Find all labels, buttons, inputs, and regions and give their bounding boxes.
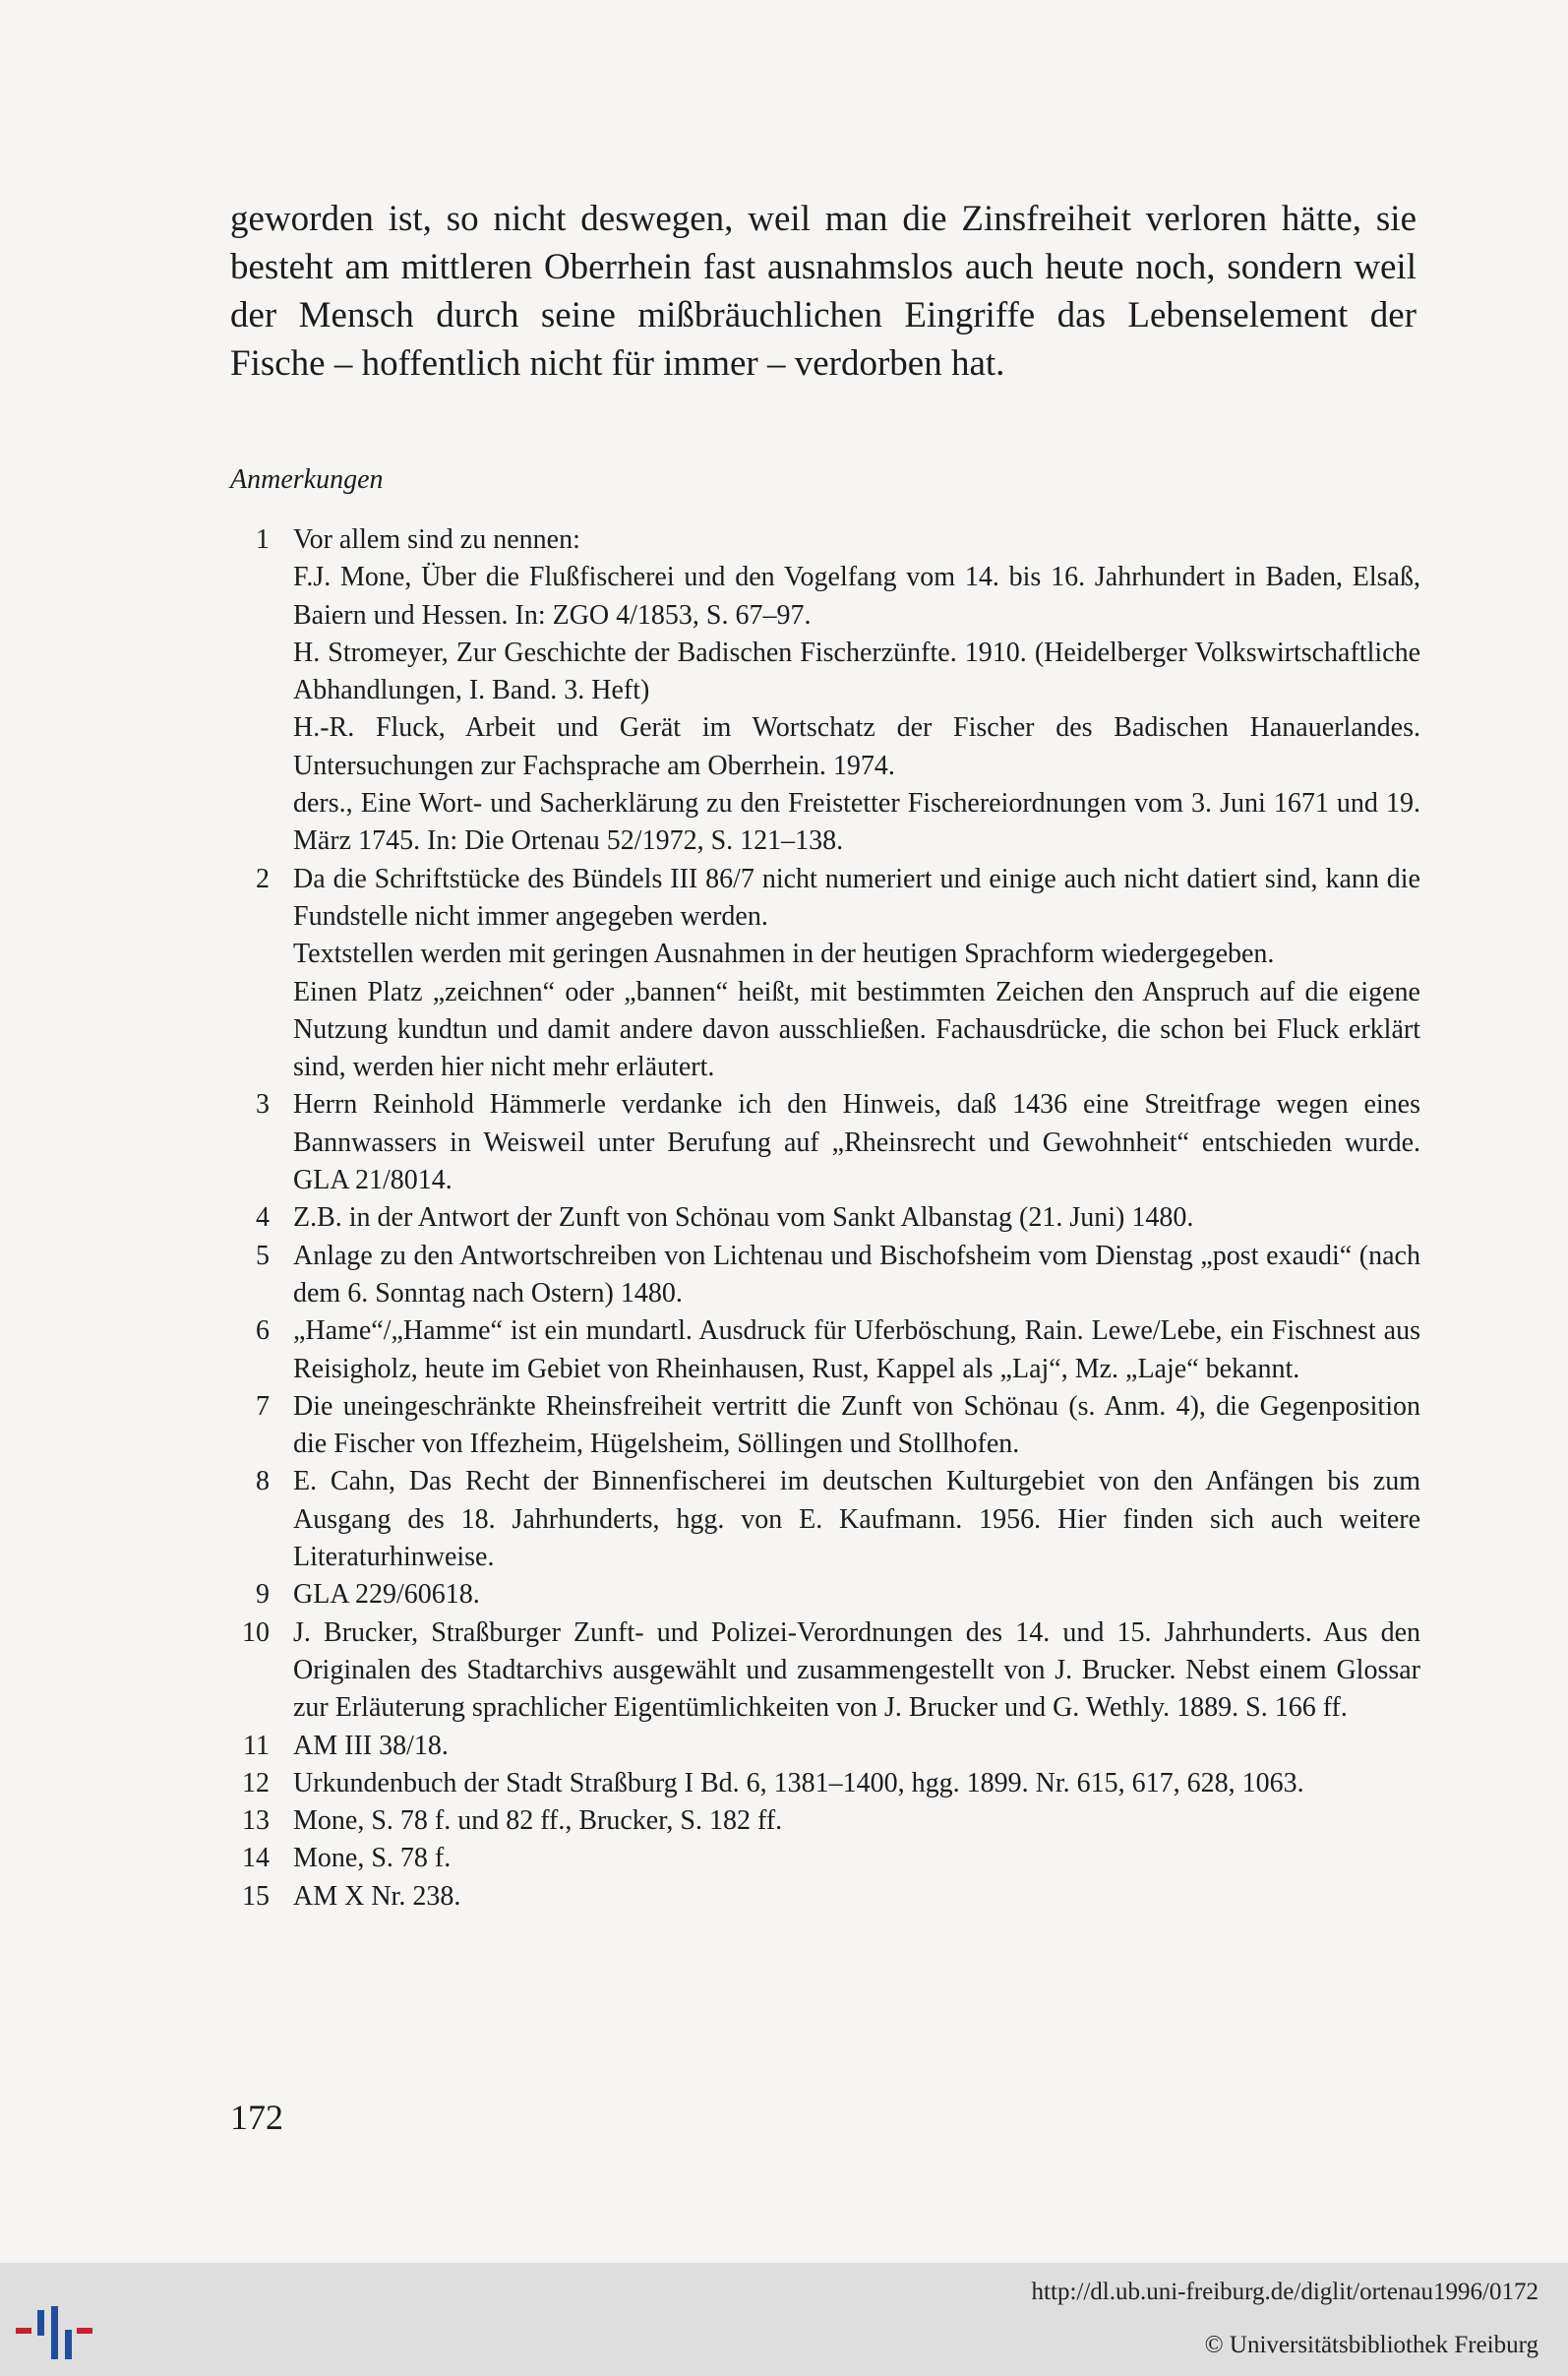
note-text: Die uneingeschränkte Rheinsfreiheit vertritt die Zunft von Schönau (s. Anm. 4), die Gegenposition die Fischer von Iffezheim, Hügelsheim, Söllingen und Stollhofen. — [293, 1390, 1420, 1460]
note-number: 1 — [256, 524, 270, 555]
page-number: 172 — [230, 2098, 283, 2137]
note-number: 10 — [242, 1616, 270, 1648]
note-text: ders., Eine Wort- und Sacherklärung zu den Freistetter Fischereiordnungen vom 3. Juni 1671 und 19. März 1745. In: Die Ortenau 52/1972, S. 121–138. — [293, 788, 1420, 857]
logo-blue-bar-1 — [37, 2310, 44, 2336]
note-item — [230, 1728, 1420, 1765]
note-text: E. Cahn, Das Recht der Binnenfischerei im deutschen Kulturgebiet von den Anfängen bis zum Ausgang des 18. Jahrhunderts, hgg. von E. Kaufmann. 1956. Hier finden sich auch weitere Literaturhinweise. — [293, 1466, 1420, 1573]
note-item — [230, 1086, 1420, 1199]
note-item — [230, 1802, 1420, 1840]
note-number: 2 — [256, 863, 270, 894]
note-text: H.-R. Fluck, Arbeit und Gerät im Wortschatz der Fischer des Badischen Hanauerlandes. Untersuchungen zur Fachsprache am Oberrhein. 1974. — [293, 712, 1420, 781]
note-text: F.J. Mone, Über die Flußfischerei und den Vogelfang vom 14. bis 16. Jahrhundert in Baden, Elsaß, Baiern und Hessen. In: ZGO 4/1853, S. 67–97. — [293, 562, 1420, 631]
note-item — [230, 1576, 1420, 1614]
note-number: 6 — [256, 1315, 270, 1347]
note-number: 3 — [256, 1089, 270, 1121]
note-text: Einen Platz „zeichnen“ oder „bannen“ heißt, mit bestimmten Zeichen den Anspruch auf die eigene Nutzung kundtun und damit andere davon ausschließen. Fachausdrücke, die schon bei Fluck erklärt sind, werden hier nicht mehr erläutert. — [293, 976, 1420, 1083]
library-logo-icon — [14, 2304, 98, 2361]
note-number: 15 — [242, 1880, 270, 1912]
note-number: 7 — [256, 1390, 270, 1422]
body-text — [230, 195, 1417, 388]
note-text: AM III 38/18. — [293, 1730, 449, 1761]
note-text: GLA 229/60618. — [293, 1579, 480, 1611]
note-text: Vor allem sind zu nennen: — [293, 524, 580, 555]
note-item — [230, 1878, 1420, 1916]
notes-list — [230, 521, 1420, 1916]
logo-red-bar-left — [16, 2328, 31, 2334]
note-number: 13 — [242, 1805, 270, 1837]
note-text: H. Stromeyer, Zur Geschichte der Badischen Fischerzünfte. 1910. (Heidelberger Volkswirtschaftliche Abhandlungen, I. Band. 3. Heft) — [293, 637, 1420, 706]
note-number: 12 — [242, 1767, 270, 1798]
note-text: Urkundenbuch der Stadt Straßburg I Bd. 6, 1381–1400, hgg. 1899. Nr. 615, 617, 628, 1063. — [293, 1767, 1304, 1798]
note-text: Mone, S. 78 f. — [293, 1843, 452, 1874]
logo-blue-bar-3 — [65, 2330, 72, 2359]
footer-url-link[interactable]: http://dl.ub.uni-freiburg.de/diglit/ortenau1996/0172 — [1031, 2279, 1538, 2305]
note-text: Textstellen werden mit geringen Ausnahmen in der heutigen Sprachform wiedergegeben. — [293, 939, 1275, 970]
note-item — [230, 1765, 1420, 1802]
note-number: 11 — [243, 1730, 270, 1761]
note-item — [230, 1840, 1420, 1877]
note-text: Mone, S. 78 f. und 82 ff., Brucker, S. 182 ff. — [293, 1805, 783, 1837]
note-number: 4 — [256, 1202, 270, 1234]
note-text: J. Brucker, Straßburger Zunft- und Polizei-Verordnungen des 14. und 15. Jahrhunderts. Aus den Originalen des Stadtarchivs ausgewählt und zusammengestellt von J. Brucker. Nebst einem Glossar zur Erläuterung sprachlicher Eigentümlichkeiten von J. Brucker und G. Wethly. 1889. S. 166 ff. — [293, 1616, 1420, 1724]
note-item — [230, 1388, 1420, 1464]
note-number: 5 — [256, 1240, 270, 1271]
note-text: AM X Nr. 238. — [293, 1880, 461, 1912]
body-paragraph: geworden ist, so nicht deswegen, weil man die Zinsfreiheit verloren hätte, sie besteht am mittleren Oberrhein fast ausnahmslos auch heute noch, sondern weil der Mensch durch seine mißbräuchlichen Eingriffe das Lebenselement der Fische – hoffentlich nicht für immer – verdorben hat. — [230, 199, 1417, 384]
note-item — [230, 1463, 1420, 1576]
note-number: 8 — [256, 1466, 270, 1497]
logo-blue-bar-2 — [51, 2306, 58, 2359]
note-text: Da die Schriftstücke des Bündels III 86/7 nicht numeriert und einige auch nicht datiert sind, kann die Fundstelle nicht immer angegeben werden. — [293, 863, 1420, 932]
note-item — [230, 521, 1420, 861]
note-item — [230, 1614, 1420, 1728]
note-text: Herrn Reinhold Hämmerle verdanke ich den Hinweis, daß 1436 eine Streitfrage wegen eines Bannwassers in Weisweil unter Berufung auf „Rheinsrecht und Gewohnheit“ entschieden wurde. GLA 21/8014. — [293, 1089, 1420, 1196]
notes-heading: Anmerkungen — [230, 464, 384, 495]
note-item — [230, 1199, 1420, 1237]
note-item — [230, 1312, 1420, 1388]
note-text: Anlage zu den Antwortschreiben von Lichtenau und Bischofsheim vom Dienstag „post exaudi“ (nach dem 6. Sonntag nach Ostern) 1480. — [293, 1240, 1420, 1309]
logo-red-bar-right — [77, 2328, 92, 2334]
note-text: „Hame“/„Hamme“ ist ein mundartl. Ausdruck für Uferböschung, Rain. Lewe/Lebe, ein Fischnest aus Reisigholz, heute im Gebiet von Rheinhausen, Rust, Kappel als „Laj“, Mz. „Laje“ bekannt. — [293, 1315, 1420, 1384]
note-number: 9 — [256, 1579, 270, 1611]
note-number: 14 — [242, 1843, 270, 1874]
note-item — [230, 861, 1420, 1087]
note-text: Z.B. in der Antwort der Zunft von Schönau vom Sankt Albanstag (21. Juni) 1480. — [293, 1202, 1194, 1234]
footer-copyright: © Universitätsbibliothek Freiburg — [1204, 2332, 1538, 2358]
note-item — [230, 1238, 1420, 1313]
